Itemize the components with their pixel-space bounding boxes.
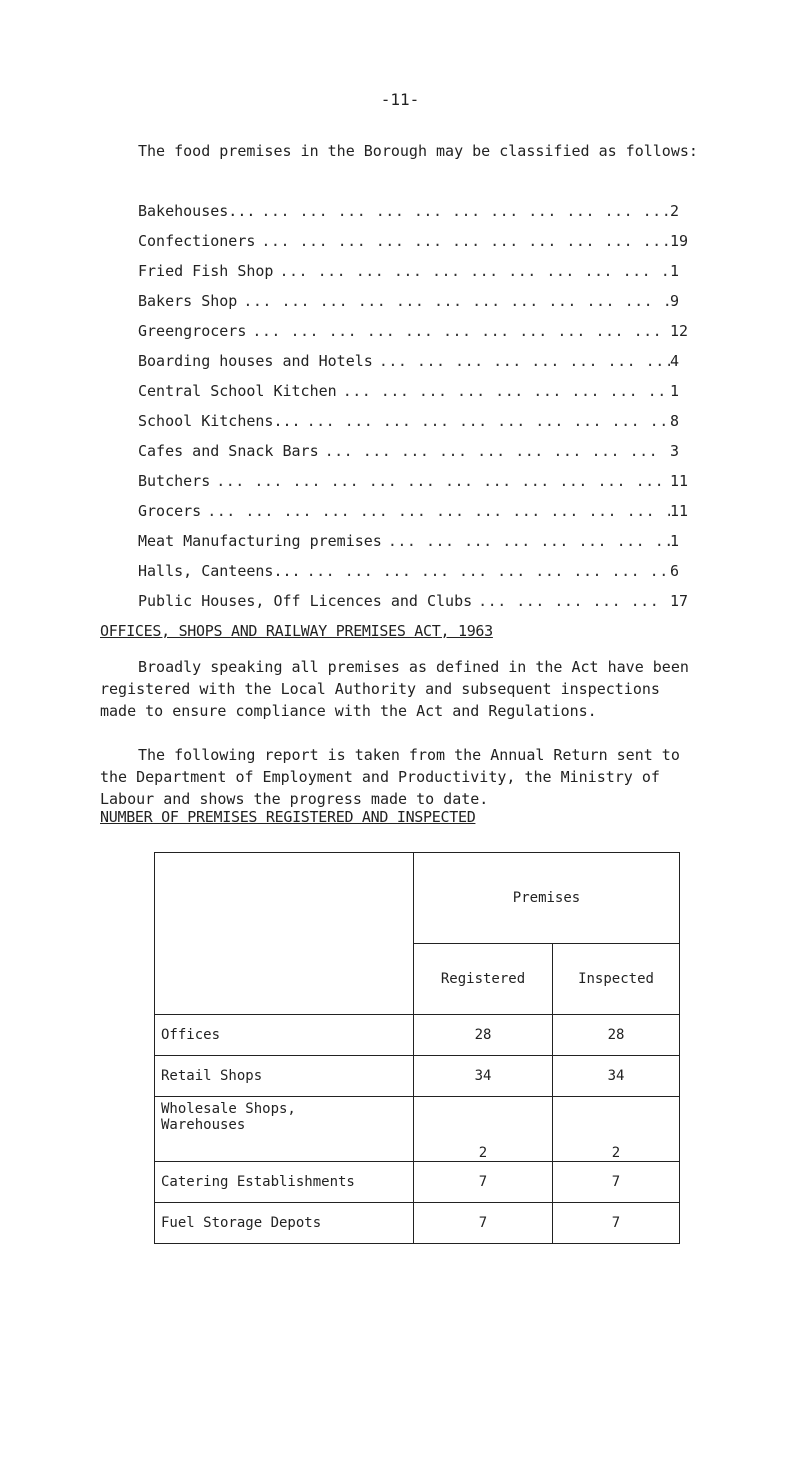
food-premises-label: Confectioners <box>138 232 256 250</box>
food-premises-label: Cafes and Snack Bars <box>138 442 319 460</box>
list-item <box>138 560 698 590</box>
dot-leader <box>301 410 670 440</box>
premises-type-label: Wholesale Shops, Warehouses <box>161 1101 296 1133</box>
premises-table <box>154 852 680 1244</box>
list-item <box>138 380 698 410</box>
table-row <box>155 1015 680 1056</box>
food-premises-label: School Kitchens... <box>138 412 301 430</box>
section-heading: OFFICES, SHOPS AND RAILWAY PREMISES ACT, 1963 <box>100 622 493 640</box>
dot-leader <box>255 230 670 260</box>
table-row <box>155 1203 680 1244</box>
paragraph-annual-return: The following report is taken from the Annual Return sent to the Department of Employment and Productivity, the Ministry of Labour and shows the progress made to date. <box>100 746 680 808</box>
dot-leader <box>319 440 670 470</box>
table-row <box>155 1097 680 1162</box>
dot-leader <box>337 380 670 410</box>
dot-leader <box>237 290 670 320</box>
food-premises-label: Grocers <box>138 502 202 520</box>
food-premises-count: 12 <box>670 322 689 340</box>
intro-text: The food premises in the Borough may be classified as follows: <box>138 142 698 160</box>
paragraph-registration: Broadly speaking all premises as defined in the Act have been registered with the Local Authority and subsequent inspections made to ensure compliance with the Act and Regulations. <box>100 658 689 720</box>
food-premises-count: 4 <box>670 352 680 370</box>
food-premises-label: Fried Fish Shop <box>138 262 274 280</box>
food-premises-label: Meat Manufacturing premises <box>138 532 382 550</box>
registered-cell: 7 <box>414 1203 553 1244</box>
list-item <box>138 260 698 290</box>
premises-type-cell: Offices <box>155 1015 414 1056</box>
registered-cell: 2 <box>414 1097 553 1162</box>
food-premises-count: 11 <box>670 502 689 520</box>
page-number: -11- <box>380 90 420 109</box>
dot-leader <box>273 260 670 290</box>
list-item <box>138 320 698 350</box>
list-item <box>138 440 698 470</box>
food-premises-count: 1 <box>670 262 680 280</box>
dot-leader <box>210 470 670 500</box>
premises-type-cell: Catering Establishments <box>155 1162 414 1203</box>
food-premises-count: 11 <box>670 472 689 490</box>
food-premises-label: Greengrocers <box>138 322 247 340</box>
list-item <box>138 350 698 380</box>
food-premises-count: 1 <box>670 532 680 550</box>
dot-leader <box>301 560 670 590</box>
food-premises-count: 9 <box>670 292 680 310</box>
food-premises-label: Bakers Shop <box>138 292 238 310</box>
inspected-cell: 7 <box>553 1162 680 1203</box>
inspected-cell: 2 <box>553 1097 680 1162</box>
inspected-column-header: Inspected <box>553 944 680 1015</box>
table-corner-cell <box>155 853 414 1015</box>
registered-column-header: Registered <box>414 944 553 1015</box>
table-row <box>155 1056 680 1097</box>
dot-leader <box>472 590 670 620</box>
table-row <box>155 1162 680 1203</box>
premises-type-cell: Fuel Storage Depots <box>155 1203 414 1244</box>
table-heading: NUMBER OF PREMISES REGISTERED AND INSPECTED <box>100 808 476 826</box>
premises-type-cell <box>155 1097 414 1162</box>
food-premises-label: Public Houses, Off Licences and Clubs <box>138 592 473 610</box>
food-premises-count: 17 <box>670 592 689 610</box>
dot-leader <box>255 200 670 230</box>
dot-leader <box>382 530 670 560</box>
dot-leader <box>373 350 670 380</box>
food-premises-count: 6 <box>670 562 680 580</box>
list-item <box>138 500 698 530</box>
food-premises-count: 1 <box>670 382 680 400</box>
inspected-cell: 34 <box>553 1056 680 1097</box>
food-premises-count: 2 <box>670 202 680 220</box>
inspected-cell: 7 <box>553 1203 680 1244</box>
dot-leader <box>201 500 670 530</box>
table-header-row <box>155 853 680 944</box>
food-premises-label: Boarding houses and Hotels <box>138 352 373 370</box>
registered-cell: 34 <box>414 1056 553 1097</box>
premises-type-cell: Retail Shops <box>155 1056 414 1097</box>
food-premises-count: 19 <box>670 232 689 250</box>
premises-group-header: Premises <box>414 853 680 944</box>
food-premises-label: Bakehouses... <box>138 202 256 220</box>
dot-leader <box>246 320 670 350</box>
food-premises-list <box>138 200 698 620</box>
list-item <box>138 200 698 230</box>
food-premises-label: Central School Kitchen <box>138 382 337 400</box>
registered-cell: 28 <box>414 1015 553 1056</box>
list-item <box>138 230 698 260</box>
list-item <box>138 410 698 440</box>
inspected-cell: 28 <box>553 1015 680 1056</box>
food-premises-label: Butchers <box>138 472 211 490</box>
food-premises-label: Halls, Canteens... <box>138 562 301 580</box>
registered-cell: 7 <box>414 1162 553 1203</box>
list-item <box>138 470 698 500</box>
list-item <box>138 530 698 560</box>
list-item <box>138 290 698 320</box>
list-item <box>138 590 698 620</box>
food-premises-count: 8 <box>670 412 680 430</box>
food-premises-count: 3 <box>670 442 680 460</box>
